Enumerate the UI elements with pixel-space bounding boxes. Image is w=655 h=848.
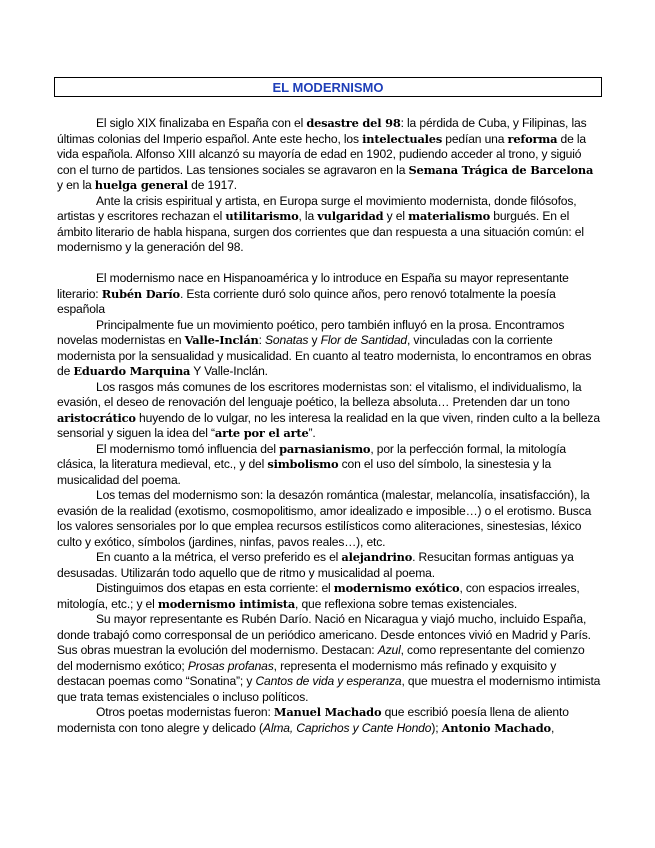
text-run: , vinculadas con la corriente modernista por la sensualidad y musicalidad. En cuanto al teatro modernista, lo encontramos en obras de bbox=[57, 333, 592, 378]
text-run: ); bbox=[431, 720, 442, 735]
bold-term: modernismo intimista bbox=[157, 596, 296, 611]
text-run: , por la perfección formal, la mitología clásica, la literatura medieval, etc., y del bbox=[57, 441, 566, 471]
paragraph bbox=[57, 271, 602, 318]
paragraph bbox=[57, 442, 602, 489]
text-run: pedían una bbox=[442, 131, 508, 146]
text-run: y el bbox=[383, 209, 409, 223]
text-run: de la vida española. Alfonso XIII alcanzó su mayoría de edad en 1902, pudiendo acceder al trono, y siguió con el turno de partidos. Las tensiones sociales se agravaron en la bbox=[57, 131, 586, 177]
bold-term: reforma bbox=[507, 131, 558, 146]
bold-term: aristocrático bbox=[57, 410, 136, 425]
text-run: Distinguimos dos etapas en esta corriente: el bbox=[96, 581, 334, 595]
bold-term: Eduardo Marquina bbox=[73, 364, 191, 378]
paragraph bbox=[57, 705, 602, 736]
text-run: Ante la crisis espiritual y artista, en Europa surge el movimiento modernista, donde filósofos, artistas y escritores rechazan el bbox=[57, 193, 577, 223]
bold-term: desastre del 98 bbox=[306, 116, 401, 130]
text-run: Los temas del modernismo son: la desazón romántica (malestar, melancolía, insatisfacción), la evasión de la realidad (exotismo, cosmopolitismo, amor idealizado e imposible…) o el erotismo. Busca los valores sensoriales por lo que emplea recursos estilísticos como aliteraciones, sinestesias, léxico culto y exótico, símbolos (jardines, ninfas, pavos reales…), etc. bbox=[57, 488, 592, 549]
text-run: . Esta corriente duró solo quince años, pero renovó totalmente la poesía española bbox=[57, 286, 556, 316]
text-run: huyendo de lo vulgar, no les interesa la realidad en la que viven, rinden culto a la belleza sensorial y siguen la idea del “ bbox=[57, 410, 600, 440]
bold-term: Valle-Inclán bbox=[184, 333, 259, 347]
text-run: : bbox=[258, 333, 265, 347]
paragraph bbox=[57, 488, 602, 550]
italic-title: Cantos de vida y esperanza bbox=[255, 674, 402, 688]
bold-term: alejandrino bbox=[341, 550, 413, 564]
italic-title: Flor de Santidad bbox=[320, 333, 407, 347]
bold-term: simbolismo bbox=[267, 457, 339, 471]
text-run: , representa el modernismo más refinado y exquisito y destacan poemas como “Sonatina”; y bbox=[57, 658, 557, 688]
italic-title: Azul bbox=[377, 643, 401, 657]
bold-term: parnasianismo bbox=[279, 441, 371, 456]
text-run: , que reflexiona sobre temas existenciales. bbox=[295, 596, 518, 611]
bold-term: Semana Trágica de Barcelona bbox=[408, 162, 594, 177]
paragraph bbox=[57, 581, 602, 612]
paragraph bbox=[57, 550, 602, 581]
document-body bbox=[57, 116, 602, 736]
bold-term: vulgaridad bbox=[317, 209, 384, 223]
bold-term: materialismo bbox=[408, 209, 491, 223]
text-run: que escribió poesía llena de aliento modernista con tono alegre y delicado ( bbox=[57, 705, 569, 735]
bold-term: huelga general bbox=[94, 178, 188, 192]
text-run: Y Valle-Inclán. bbox=[190, 364, 268, 378]
text-run: , que muestra el modernismo intimista que trata temas existenciales o incluso políticos. bbox=[57, 674, 601, 704]
text-run: El siglo XIX finalizaba en España con el bbox=[96, 116, 307, 130]
text-run: . Resucitan formas antiguas ya desusadas. Utilizarán todo aquello que de ritmo y musicalidad al poema. bbox=[57, 550, 574, 580]
paragraph bbox=[57, 116, 602, 194]
paragraph bbox=[57, 194, 602, 256]
bold-term: modernismo exótico bbox=[333, 581, 460, 595]
text-run: Principalmente fue un movimiento poético, pero también influyó en la prosa. Encontramos novelas modernistas en bbox=[57, 317, 565, 347]
text-run: ”. bbox=[308, 426, 316, 440]
bold-term: Rubén Darío bbox=[101, 286, 180, 301]
paragraph bbox=[57, 318, 602, 380]
text-run: Los rasgos más comunes de los escritores modernistas son: el vitalismo, el individualismo, la evasión, el deseo de renovación del lenguaje poético, la belleza absoluta… Pretenden dar un tono bbox=[57, 379, 582, 409]
italic-title: Alma, Caprichos y Cante Hondo bbox=[262, 720, 432, 735]
text-run: , como representante del comienzo del modernismo exótico; bbox=[57, 643, 585, 673]
text-run: En cuanto a la métrica, el verso preferido es el bbox=[96, 550, 342, 564]
text-run: El modernismo tomó influencia del bbox=[96, 441, 280, 456]
text-run: : la pérdida de Cuba, y Filipinas, las últimas colonias del Imperio español. Ante este hecho, los bbox=[57, 116, 587, 146]
paragraph bbox=[57, 612, 602, 705]
text-run: Su mayor representante es Rubén Darío. Nació en Nicaragua y viajó mucho, incluido España, donde trabajó como corresponsal de un periódico americano. Desde entonces vivió en Madrid y París. Sus obras muestran la evolución del modernismo. Destacan: bbox=[57, 612, 591, 657]
text-run: El modernismo nace en Hispanoamérica y lo introduce en España su mayor representante literario: bbox=[57, 271, 569, 301]
text-run: Otros poetas modernistas fueron: bbox=[96, 705, 274, 719]
text-run: con el uso del símbolo, la sinestesia y la musicalidad del poema. bbox=[57, 457, 552, 487]
text-run: y bbox=[308, 333, 321, 347]
text-run: , bbox=[550, 720, 555, 735]
text-run: , con espacios irreales, mitología, etc.; y el bbox=[57, 581, 580, 611]
bold-term: utilitarismo bbox=[225, 209, 299, 223]
text-run: y en la bbox=[57, 178, 95, 192]
text-run: burgués. En el ámbito literario de habla hispana, surgen dos corrientes que dan respuesta a una situación común: el modernismo y la generación del 98. bbox=[57, 209, 584, 254]
italic-title: Prosas profanas bbox=[187, 658, 274, 673]
italic-title: Sonatas bbox=[265, 333, 309, 347]
bold-term: intelectuales bbox=[362, 131, 443, 146]
text-run: de 1917. bbox=[187, 178, 237, 192]
text-run: , la bbox=[298, 209, 318, 223]
paragraph bbox=[57, 380, 602, 442]
bold-term: Manuel Machado bbox=[273, 705, 382, 719]
bold-term: arte por el arte bbox=[214, 426, 309, 440]
bold-term: Antonio Machado bbox=[441, 720, 551, 735]
document-title: EL MODERNISMO bbox=[54, 77, 602, 97]
